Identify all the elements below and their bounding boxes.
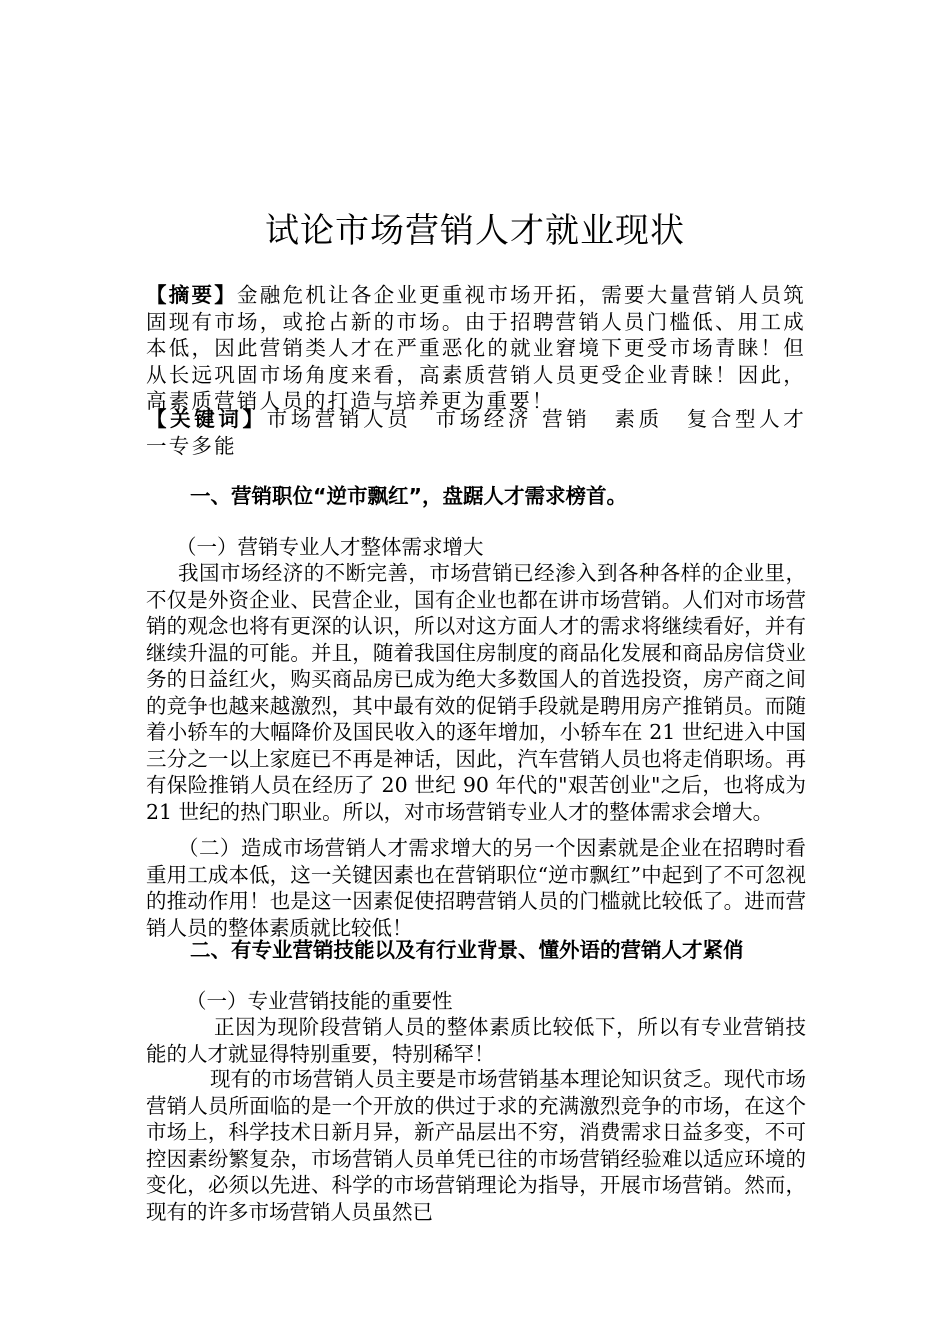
- section-heading-2: 二、有专业营销技能以及有行业背景、懂外语的营销人才紧俏: [190, 938, 744, 962]
- abstract-label: 【摘要】: [146, 283, 238, 307]
- paragraph-2-2: 现有的市场营销人员主要是市场营销基本理论知识贫乏。现代市场营销人员所面临的是一个开放的供过于求的充满激烈竞争的市场，在这个市场上，科学技术日新月异，新产品层出不穷，消费需求日益多变，不可控因素纷繁复杂，市场营销人员单凭已往的市场营销经验难以适应环境的变化，必须以先进、科学的市场营销理论为指导，开展市场营销。然而，现有的许多市场营销人员虽然已: [146, 1067, 806, 1224]
- abstract: [146, 282, 806, 415]
- keywords: [146, 406, 829, 459]
- abstract-text: 金融危机让各企业更重视市场开拓，需要大量营销人员筑固现有市场，或抢占新的市场。由于招聘营销人员门槛低、用工成本低，因此营销类人才在严重恶化的就业窘境下更受市场青睐！但从长远巩固市场角度来看，高素质营销人员更受企业青睐！因此，高素质营销人员的打造与培养更为重要！: [146, 283, 806, 413]
- keywords-text: 市场营销人员 市场经济 营销 素质 复合型人才 一专多能: [146, 407, 829, 458]
- paragraph-2-1: 正因为现阶段营销人员的整体素质比较低下，所以有专业营销技能的人才就显得特别重要，特别稀罕！: [146, 1015, 806, 1066]
- document-title: 试论市场营销人才就业现状: [265, 211, 685, 251]
- paragraph-1-2: （二）造成市场营销人才需求增大的另一个因素就是企业在招聘时看重用工成本低，这一关键因素也在营销职位“逆市飘红”中起到了不可忽视的推动作用！也是这一因素促使招聘营销人员的门槛就比较低了。进而营销人员的整体素质就比较低！: [146, 836, 806, 940]
- paragraph-1-1: 我国市场经济的不断完善，市场营销已经渗入到各种各样的企业里，不仅是外资企业、民营企业，国有企业也都在讲市场营销。人们对市场营销的观念也将有更深的认识，所以对这方面人才的需求将继续看好，并有继续升温的可能。并且，随着我国住房制度的商品化发展和商品房信贷业务的日益红火，购买商品房已成为绝大多数国人的首选投资，房产商之间的竞争也越来越激烈，其中最有效的促销手段就是聘用房产推销员。而随着小轿车的大幅降价及国民收入的逐年增加，小轿车在 21 世纪进入中国三分之一以上家庭已不再是神话，因此，汽车营销人员也将走俏职场。再有保险推销人员在经历了 20 世纪 90 年代的"艰苦创业"之后，也将成为 21 世纪的热门职业。所以，对市场营销专业人才的整体需求会增大。: [146, 561, 806, 824]
- section-heading-1: 一、营销职位“逆市飘红”，盘踞人才需求榜首。: [190, 484, 627, 508]
- subsection-heading-1-1: （一）营销专业人才整体需求增大: [176, 535, 484, 559]
- subsection-heading-2-1: （一）专业营销技能的重要性: [186, 989, 453, 1013]
- keywords-label: 【关键词】: [146, 407, 267, 431]
